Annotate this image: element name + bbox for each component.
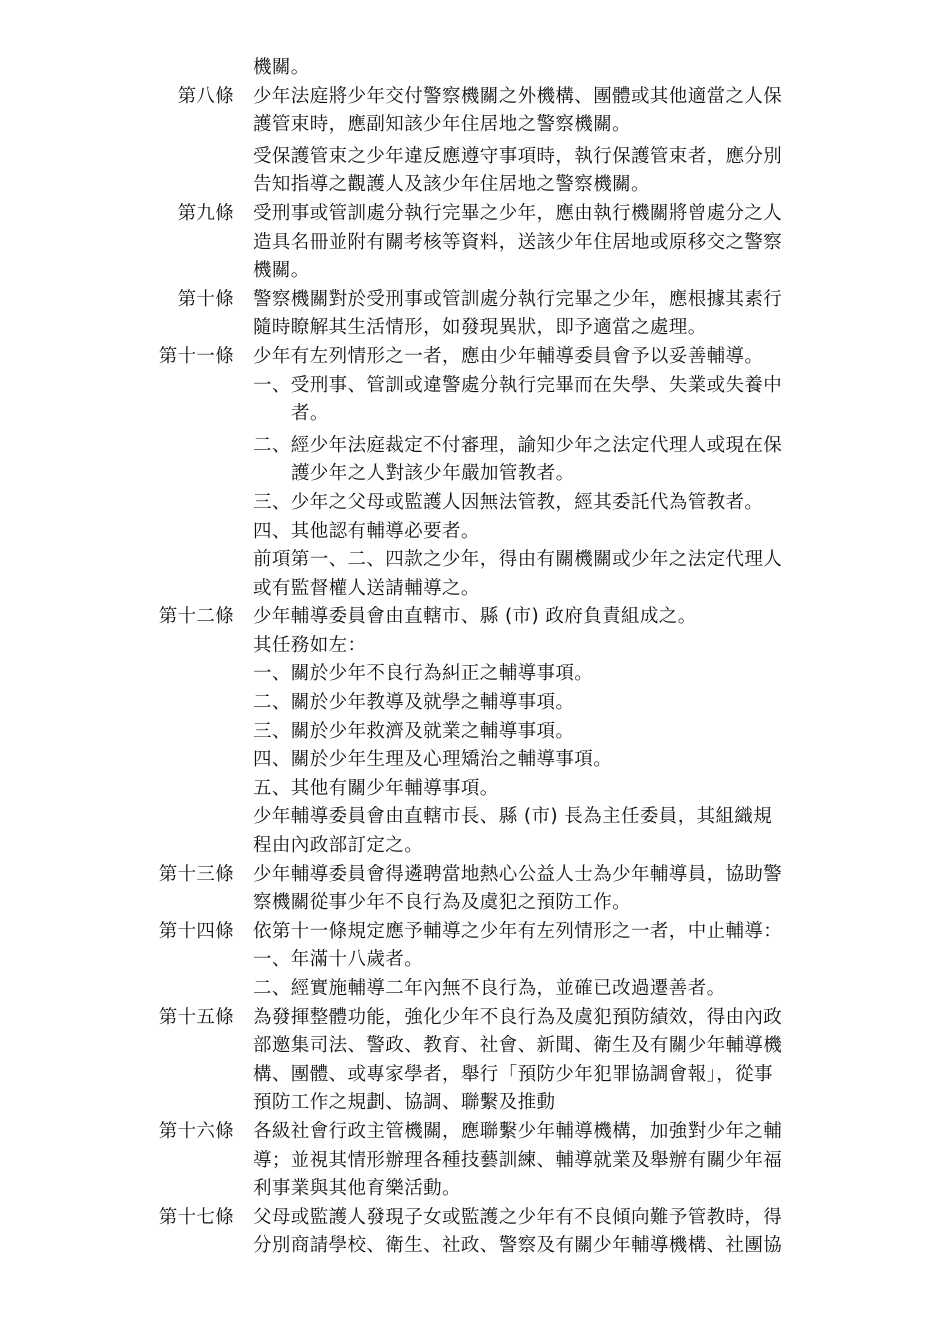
text-line bbox=[0, 889, 950, 918]
text-line bbox=[0, 775, 950, 804]
text-line bbox=[0, 575, 950, 604]
article-text: 少年法庭將少年交付警察機關之外機構、團體或其他適當之人保 bbox=[253, 85, 783, 107]
text-line bbox=[0, 400, 950, 429]
article-number: 第八條 bbox=[177, 85, 234, 107]
text-line bbox=[0, 861, 950, 890]
paragraph-text: 二、經少年法庭裁定不付審理，諭知少年之法定代理人或現在保 bbox=[253, 434, 783, 456]
text-line bbox=[0, 1089, 950, 1118]
text-line bbox=[0, 111, 950, 140]
text-line bbox=[0, 314, 950, 343]
paragraph-text: 三、關於少年救濟及就業之輔導事項。 bbox=[253, 720, 575, 742]
text-line bbox=[0, 1175, 950, 1204]
article-number: 第十五條 bbox=[158, 1006, 234, 1028]
regulation-document bbox=[0, 54, 950, 1261]
text-line bbox=[0, 518, 950, 547]
text-line bbox=[0, 603, 950, 632]
text-line bbox=[0, 632, 950, 661]
paragraph-text: 察機關從事少年不良行為及虞犯之預防工作。 bbox=[253, 892, 632, 914]
text-line bbox=[0, 918, 950, 947]
text-line bbox=[0, 54, 950, 83]
paragraph-text: 分別商請學校、衛生、社政、警察及有關少年輔導機構、社團協 bbox=[253, 1235, 783, 1257]
text-line bbox=[0, 746, 950, 775]
article-text: 父母或監護人發現子女或監護之少年有不良傾向難予管教時，得 bbox=[253, 1206, 783, 1228]
text-line bbox=[0, 1032, 950, 1061]
article-number: 第十條 bbox=[177, 288, 234, 310]
paragraph-text: 少年輔導委員會由直轄市長、縣 (市) 長為主任委員，其組織規 bbox=[253, 806, 773, 828]
article-text: 警察機關對於受刑事或管訓處分執行完畢之少年，應根據其素行 bbox=[253, 288, 783, 310]
paragraph-text: 一、關於少年不良行為糾正之輔導事項。 bbox=[253, 663, 594, 685]
text-line bbox=[0, 689, 950, 718]
paragraph-text: 護管束時，應副知該少年住居地之警察機關。 bbox=[253, 114, 632, 136]
text-line bbox=[0, 143, 950, 172]
paragraph-text: 機關。 bbox=[253, 57, 310, 78]
paragraph-text: 者。 bbox=[291, 403, 329, 425]
paragraph-text: 導；並視其情形辦理各種技藝訓練、輔導就業及舉辦有關少年福 bbox=[253, 1149, 783, 1171]
article-number: 第九條 bbox=[177, 202, 234, 224]
paragraph-text: 受保護管束之少年違反應遵守事項時，執行保護管束者，應分別 bbox=[253, 145, 783, 167]
text-line bbox=[0, 432, 950, 461]
paragraph-text: 機關。 bbox=[253, 260, 310, 282]
text-line bbox=[0, 718, 950, 747]
article-number: 第十六條 bbox=[158, 1120, 234, 1142]
text-line bbox=[0, 257, 950, 286]
paragraph-text: 或有監督權人送請輔導之。 bbox=[253, 577, 480, 599]
paragraph-text: 三、少年之父母或監護人因無法管教，經其委託代為管教者。 bbox=[253, 491, 764, 513]
text-line bbox=[0, 660, 950, 689]
paragraph-text: 程由內政部訂定之。 bbox=[253, 835, 424, 857]
text-line bbox=[0, 803, 950, 832]
paragraph-text: 二、關於少年教導及就學之輔導事項。 bbox=[253, 692, 575, 714]
article-number: 第十三條 bbox=[158, 863, 234, 885]
article-number: 第十一條 bbox=[158, 345, 234, 367]
text-line bbox=[0, 946, 950, 975]
paragraph-text: 二、經實施輔導二年內無不良行為，並確已改過遷善者。 bbox=[253, 978, 726, 999]
paragraph-text: 前項第一、二、四款之少年，得由有關機關或少年之法定代理人 bbox=[253, 549, 783, 571]
article-text: 少年輔導委員會得遴聘當地熱心公益人士為少年輔導員，協助警 bbox=[253, 863, 783, 885]
paragraph-text: 造具名冊並附有關考核等資料，送該少年住居地或原移交之警察 bbox=[253, 231, 783, 253]
paragraph-text: 部邀集司法、警政、教育、社會、新聞、衛生及有關少年輔導機 bbox=[253, 1035, 783, 1057]
paragraph-text: 預防工作之規劃、協調、聯繫及推動 bbox=[253, 1092, 556, 1114]
text-line bbox=[0, 229, 950, 258]
text-line bbox=[0, 975, 950, 1004]
paragraph-text: 護少年之人對該少年嚴加管教者。 bbox=[291, 463, 575, 485]
text-line bbox=[0, 489, 950, 518]
text-line bbox=[0, 1118, 950, 1147]
paragraph-text: 其任務如左： bbox=[253, 634, 367, 656]
text-line bbox=[0, 171, 950, 200]
text-line bbox=[0, 546, 950, 575]
text-line bbox=[0, 83, 950, 112]
article-text: 受刑事或管訓處分執行完畢之少年，應由執行機關將曾處分之人 bbox=[253, 202, 783, 224]
text-line bbox=[0, 372, 950, 401]
paragraph-text: 五、其他有關少年輔導事項。 bbox=[253, 777, 499, 799]
paragraph-text: 一、年滿十八歲者。 bbox=[253, 949, 424, 971]
text-line bbox=[0, 1204, 950, 1233]
article-text: 少年輔導委員會由直轄市、縣 (市) 政府負責組成之。 bbox=[253, 606, 697, 628]
article-number: 第十四條 bbox=[158, 920, 234, 942]
paragraph-text: 四、關於少年生理及心理矯治之輔導事項。 bbox=[253, 749, 613, 771]
article-text: 為發揮整體功能，強化少年不良行為及虞犯預防績效，得由內政 bbox=[253, 1006, 783, 1028]
text-line bbox=[0, 1004, 950, 1033]
text-line bbox=[0, 286, 950, 315]
text-line bbox=[0, 343, 950, 372]
article-number: 第十七條 bbox=[158, 1206, 234, 1228]
text-line bbox=[0, 460, 950, 489]
article-text: 少年有左列情形之一者，應由少年輔導委員會予以妥善輔導。 bbox=[253, 345, 764, 367]
paragraph-text: 四、其他認有輔導必要者。 bbox=[253, 520, 480, 542]
text-line bbox=[0, 1061, 950, 1090]
paragraph-text: 構、團體、或專家學者，舉行「預防少年犯罪協調會報」，從事 bbox=[253, 1063, 773, 1085]
article-number: 第十二條 bbox=[158, 606, 234, 628]
article-text: 各級社會行政主管機關，應聯繫少年輔導機構，加強對少年之輔 bbox=[253, 1120, 783, 1142]
text-line bbox=[0, 1232, 950, 1261]
text-line bbox=[0, 832, 950, 861]
article-text: 依第十一條規定應予輔導之少年有左列情形之一者，中止輔導： bbox=[253, 920, 783, 942]
text-line bbox=[0, 200, 950, 229]
paragraph-text: 利事業與其他育樂活動。 bbox=[253, 1178, 461, 1200]
paragraph-text: 告知指導之觀護人及該少年住居地之警察機關。 bbox=[253, 174, 650, 196]
paragraph-text: 一、受刑事、管訓或違警處分執行完畢而在失學、失業或失養中 bbox=[253, 374, 783, 396]
text-line bbox=[0, 1147, 950, 1176]
paragraph-text: 隨時瞭解其生活情形，如發現異狀，即予適當之處理。 bbox=[253, 317, 707, 339]
